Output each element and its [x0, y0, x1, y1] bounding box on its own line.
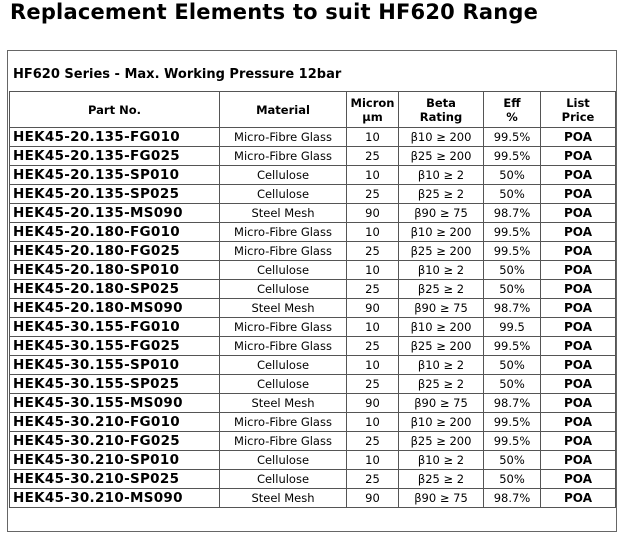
list-price-cell: POA [541, 166, 616, 185]
table-row [10, 185, 616, 204]
beta-rating-cell: β90 ≥ 75 [399, 204, 484, 223]
header-micron [347, 92, 399, 128]
micron-cell: 10 [347, 261, 399, 280]
table-row [10, 318, 616, 337]
micron-cell: 25 [347, 280, 399, 299]
material-cell: Cellulose [220, 356, 347, 375]
list-price-cell: POA [541, 356, 616, 375]
material-cell: Steel Mesh [220, 204, 347, 223]
table-row [10, 147, 616, 166]
header-line2: Rating [419, 109, 463, 124]
micron-cell: 10 [347, 166, 399, 185]
micron-cell: 10 [347, 451, 399, 470]
list-price-cell: POA [541, 451, 616, 470]
part-no-cell: HEK45-30.155-MS090 [10, 394, 220, 413]
header-line1: Material [256, 102, 310, 117]
material-cell: Cellulose [220, 166, 347, 185]
table-row [10, 356, 616, 375]
micron-cell: 25 [347, 432, 399, 451]
beta-rating-cell: β25 ≥ 200 [399, 147, 484, 166]
table-row [10, 432, 616, 451]
material-cell: Cellulose [220, 375, 347, 394]
page-title: Replacement Elements to suit HF620 Range [10, 0, 539, 24]
micron-cell: 10 [347, 413, 399, 432]
micron-cell: 90 [347, 394, 399, 413]
list-price-cell: POA [541, 299, 616, 318]
table-row [10, 223, 616, 242]
list-price-cell: POA [541, 261, 616, 280]
list-price-cell: POA [541, 223, 616, 242]
material-cell: Steel Mesh [220, 394, 347, 413]
beta-rating-cell: β10 ≥ 200 [399, 223, 484, 242]
part-no-cell: HEK45-30.155-SP025 [10, 375, 220, 394]
list-price-cell: POA [541, 185, 616, 204]
beta-rating-cell: β10 ≥ 200 [399, 128, 484, 147]
efficiency-cell: 50% [484, 166, 541, 185]
beta-rating-cell: β90 ≥ 75 [399, 299, 484, 318]
material-cell: Micro-Fibre Glass [220, 413, 347, 432]
table-row [10, 128, 616, 147]
efficiency-cell: 50% [484, 470, 541, 489]
table-row [10, 261, 616, 280]
table-row [10, 489, 616, 508]
part-no-cell: HEK45-30.155-FG025 [10, 337, 220, 356]
beta-rating-cell: β10 ≥ 2 [399, 356, 484, 375]
list-price-cell: POA [541, 318, 616, 337]
beta-rating-cell: β25 ≥ 200 [399, 337, 484, 356]
beta-rating-cell: β10 ≥ 2 [399, 166, 484, 185]
table-row [10, 337, 616, 356]
header-efficiency [484, 92, 541, 128]
part-no-cell: HEK45-30.210-FG025 [10, 432, 220, 451]
table-row [10, 242, 616, 261]
efficiency-cell: 99.5% [484, 128, 541, 147]
material-cell: Steel Mesh [220, 489, 347, 508]
list-price-cell: POA [541, 337, 616, 356]
efficiency-cell: 50% [484, 185, 541, 204]
micron-cell: 25 [347, 375, 399, 394]
material-cell: Micro-Fibre Glass [220, 318, 347, 337]
beta-rating-cell: β10 ≥ 200 [399, 413, 484, 432]
list-price-cell: POA [541, 375, 616, 394]
efficiency-cell: 98.7% [484, 489, 541, 508]
micron-cell: 90 [347, 299, 399, 318]
material-cell: Cellulose [220, 280, 347, 299]
list-price-cell: POA [541, 280, 616, 299]
part-no-cell: HEK45-20.180-SP025 [10, 280, 220, 299]
material-cell: Steel Mesh [220, 299, 347, 318]
beta-rating-cell: β25 ≥ 2 [399, 470, 484, 489]
efficiency-cell: 98.7% [484, 394, 541, 413]
micron-cell: 90 [347, 204, 399, 223]
header-line1: Eff [503, 95, 521, 110]
header-part-no [10, 92, 220, 128]
material-cell: Cellulose [220, 451, 347, 470]
micron-cell: 90 [347, 489, 399, 508]
beta-rating-cell: β25 ≥ 200 [399, 242, 484, 261]
material-cell: Micro-Fibre Glass [220, 337, 347, 356]
micron-cell: 10 [347, 356, 399, 375]
part-no-cell: HEK45-30.210-SP010 [10, 451, 220, 470]
efficiency-cell: 99.5% [484, 413, 541, 432]
table-header-row [10, 92, 616, 128]
efficiency-cell: 50% [484, 280, 541, 299]
efficiency-cell: 98.7% [484, 204, 541, 223]
part-no-cell: HEK45-20.135-FG010 [10, 128, 220, 147]
part-no-cell: HEK45-30.210-MS090 [10, 489, 220, 508]
header-line2: Price [561, 109, 595, 124]
part-no-cell: HEK45-30.155-FG010 [10, 318, 220, 337]
beta-rating-cell: β10 ≥ 200 [399, 318, 484, 337]
beta-rating-cell: β25 ≥ 2 [399, 280, 484, 299]
micron-cell: 10 [347, 128, 399, 147]
micron-cell: 10 [347, 318, 399, 337]
header-line1: Beta [426, 95, 456, 110]
part-no-cell: HEK45-20.135-SP010 [10, 166, 220, 185]
list-price-cell: POA [541, 432, 616, 451]
material-cell: Micro-Fibre Glass [220, 223, 347, 242]
table-row [10, 470, 616, 489]
list-price-cell: POA [541, 394, 616, 413]
beta-rating-cell: β90 ≥ 75 [399, 489, 484, 508]
efficiency-cell: 99.5 [484, 318, 541, 337]
elements-table [9, 91, 616, 508]
micron-cell: 25 [347, 185, 399, 204]
material-cell: Micro-Fibre Glass [220, 432, 347, 451]
table-row [10, 299, 616, 318]
table-row [10, 375, 616, 394]
micron-cell: 25 [347, 470, 399, 489]
micron-cell: 25 [347, 147, 399, 166]
micron-cell: 25 [347, 242, 399, 261]
part-no-cell: HEK45-20.135-MS090 [10, 204, 220, 223]
list-price-cell: POA [541, 242, 616, 261]
efficiency-cell: 99.5% [484, 223, 541, 242]
list-price-cell: POA [541, 128, 616, 147]
efficiency-cell: 98.7% [484, 299, 541, 318]
part-no-cell: HEK45-20.135-FG025 [10, 147, 220, 166]
header-list-price [541, 92, 616, 128]
efficiency-cell: 99.5% [484, 432, 541, 451]
part-no-cell: HEK45-30.210-FG010 [10, 413, 220, 432]
beta-rating-cell: β25 ≥ 2 [399, 375, 484, 394]
part-no-cell: HEK45-20.180-FG025 [10, 242, 220, 261]
material-cell: Micro-Fibre Glass [220, 147, 347, 166]
efficiency-cell: 99.5% [484, 147, 541, 166]
micron-cell: 10 [347, 223, 399, 242]
efficiency-cell: 50% [484, 356, 541, 375]
header-beta-rating [399, 92, 484, 128]
table-row [10, 204, 616, 223]
beta-rating-cell: β25 ≥ 200 [399, 432, 484, 451]
part-no-cell: HEK45-30.155-SP010 [10, 356, 220, 375]
header-material [220, 92, 347, 128]
table-title: HF620 Series - Max. Working Pressure 12bar [13, 67, 342, 82]
table-row [10, 394, 616, 413]
header-line1: Part No. [88, 102, 141, 117]
part-no-cell: HEK45-30.210-SP025 [10, 470, 220, 489]
part-no-cell: HEK45-20.180-MS090 [10, 299, 220, 318]
table-row [10, 413, 616, 432]
part-no-cell: HEK45-20.180-FG010 [10, 223, 220, 242]
efficiency-cell: 50% [484, 375, 541, 394]
table-row [10, 280, 616, 299]
efficiency-cell: 99.5% [484, 242, 541, 261]
part-no-cell: HEK45-20.180-SP010 [10, 261, 220, 280]
material-cell: Cellulose [220, 185, 347, 204]
beta-rating-cell: β10 ≥ 2 [399, 451, 484, 470]
header-line1: List [566, 95, 590, 110]
list-price-cell: POA [541, 204, 616, 223]
material-cell: Micro-Fibre Glass [220, 242, 347, 261]
material-cell: Cellulose [220, 261, 347, 280]
beta-rating-cell: β10 ≥ 2 [399, 261, 484, 280]
beta-rating-cell: β90 ≥ 75 [399, 394, 484, 413]
header-line1: Micron [350, 95, 395, 110]
efficiency-cell: 50% [484, 261, 541, 280]
table-row [10, 451, 616, 470]
efficiency-cell: 50% [484, 451, 541, 470]
table-row [10, 166, 616, 185]
beta-rating-cell: β25 ≥ 2 [399, 185, 484, 204]
efficiency-cell: 99.5% [484, 337, 541, 356]
list-price-cell: POA [541, 147, 616, 166]
table-panel [7, 50, 617, 532]
micron-cell: 25 [347, 337, 399, 356]
material-cell: Cellulose [220, 470, 347, 489]
list-price-cell: POA [541, 413, 616, 432]
header-line2: µm [362, 109, 383, 124]
part-no-cell: HEK45-20.135-SP025 [10, 185, 220, 204]
list-price-cell: POA [541, 470, 616, 489]
header-line2: % [506, 109, 518, 124]
material-cell: Micro-Fibre Glass [220, 128, 347, 147]
list-price-cell: POA [541, 489, 616, 508]
